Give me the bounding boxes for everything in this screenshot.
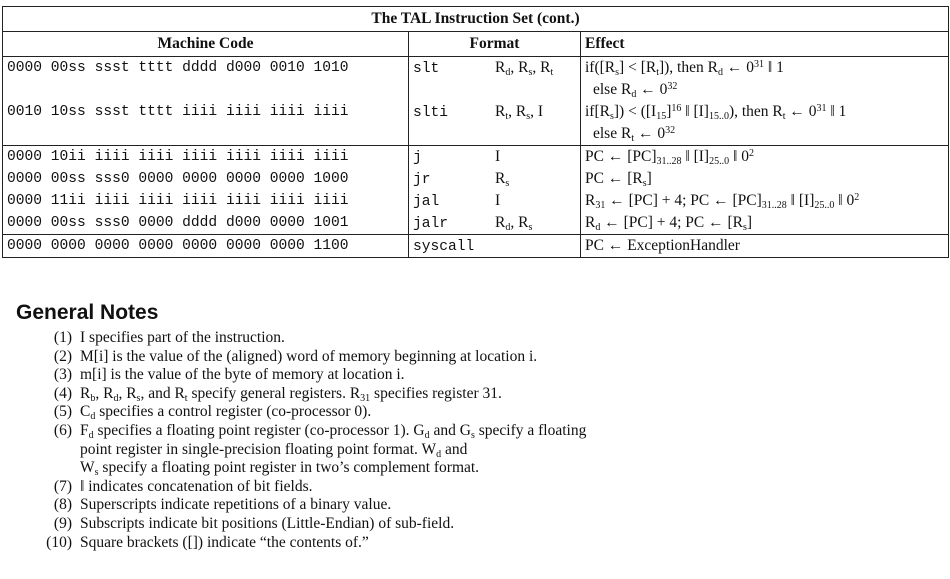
note-text: Square brackets ([]) indicate “the contents of.” [80, 533, 369, 551]
machine-code: 0000 00ss sss0 0000 dddd d000 0000 1001 [7, 215, 349, 231]
operands: $R_s$ [495, 170, 510, 189]
mnemonic: syscall [413, 239, 475, 255]
effect-cell [581, 146, 949, 235]
note-text: ‖ indicates concatenation of bit fields. [80, 477, 313, 495]
mnemonic: jal [413, 194, 440, 210]
effect-line: else $R_d$ ← $0^{32}$ [593, 81, 678, 100]
mnemonic: jr [413, 172, 431, 188]
machine-code-cell [3, 146, 409, 235]
effect-line: PC ← $[R_s]$ [585, 170, 652, 189]
mnemonic: slt [413, 61, 440, 77]
effect-line: else $R_t$ ← $0^{32}$ [593, 125, 676, 144]
notes-list [24, 329, 924, 552]
note-item [24, 329, 924, 348]
note-text: I specifies part of the instruction. [80, 329, 285, 346]
note-item [24, 422, 924, 478]
format-cell [409, 146, 581, 235]
effect-line: PC ← ExceptionHandler [585, 237, 740, 254]
operands: $R_t$, $R_s$, I [495, 103, 544, 122]
instruction-format [413, 212, 576, 234]
format-cell [409, 57, 581, 146]
note-item [24, 534, 924, 553]
note-item [24, 515, 924, 534]
note-item [24, 478, 924, 497]
effect-cell [581, 57, 949, 146]
note-number: (7) [53, 477, 72, 495]
table-title: The TAL Instruction Set (cont.) [3, 7, 949, 32]
effect-line: PC ← $[PC]_{31..28}$ ‖ $[I]_{25..0}$ ‖ $0^2$ [585, 148, 754, 167]
format-cell [409, 235, 581, 258]
instruction-format [413, 146, 576, 168]
header-effect: Effect [581, 32, 949, 57]
effect-line: $if([R_s] < [R_t])$, then $R_d$ ← $0^{31}$ ‖ 1 [585, 59, 784, 78]
mnemonic: j [413, 150, 422, 166]
instruction-format [413, 190, 576, 212]
machine-code: 0000 10ii iiii iiii iiii iiii iiii iiii [7, 149, 349, 165]
note-text: Superscripts indicate repetitions of a binary value. [80, 496, 392, 514]
instruction-format [413, 101, 576, 123]
operands: $R_d$, $R_s$, $R_t$ [495, 59, 554, 78]
header-machine-code: Machine Code [3, 32, 409, 57]
instruction-set-table [2, 6, 949, 258]
note-item [24, 403, 924, 422]
machine-code: 0000 00ss ssst tttt dddd d000 0010 1010 [7, 60, 349, 76]
machine-code-cell [3, 235, 409, 258]
note-item [24, 348, 924, 367]
machine-code: 0010 10ss ssst tttt iiii iiii iiii iiii [7, 104, 349, 120]
note-text: $F_d$ specifies a floating point register (co-processor 1). $G_d$ and $G_s$ specify a floating point register in single-precision floating point format. $W_d$ and $W_s$ specify a floating point register in two’s complement format. [80, 421, 587, 479]
effect-line: $if[R_s]) < ([I_{15}]^{16}$ ‖ $[I]_{15..0}$), then $R_t$ ← $0^{31}$ ‖ 1 [585, 103, 847, 122]
machine-code-cell [3, 57, 409, 146]
header-format: Format [409, 32, 581, 57]
instruction-group [3, 146, 949, 235]
instruction-format [413, 168, 576, 190]
notes-title: General Notes [16, 301, 159, 324]
machine-code: 0000 00ss sss0 0000 0000 0000 0000 1000 [7, 171, 349, 187]
note-text: $C_d$ specifies a control register (co-processor 0). [80, 403, 372, 423]
note-text: M[i] is the value of the (aligned) word of memory beginning at location i. [80, 347, 538, 365]
operands: I [495, 192, 501, 209]
operands: I [495, 148, 501, 165]
instruction-group [3, 57, 949, 146]
mnemonic: jalr [413, 216, 449, 232]
note-item [24, 385, 924, 404]
note-number: (5) [53, 403, 72, 421]
instruction-format [413, 235, 576, 257]
note-number: (3) [53, 366, 72, 384]
effect-cell [581, 235, 949, 258]
machine-code: 0000 11ii iiii iiii iiii iiii iiii iiii [7, 193, 349, 209]
instruction-format [413, 57, 576, 79]
table-body [3, 57, 949, 258]
note-text: m[i] is the value of the byte of memory at location i. [80, 366, 405, 384]
note-number: (1) [53, 329, 72, 346]
note-number: (10) [46, 533, 72, 551]
mnemonic: slti [413, 105, 449, 121]
note-item [24, 366, 924, 385]
machine-code: 0000 0000 0000 0000 0000 0000 0000 1100 [7, 238, 349, 254]
operands: $R_d$, $R_s$ [495, 214, 533, 233]
note-number: (4) [53, 384, 72, 402]
note-text: $R_b$, $R_d$, $R_s$, and $R_t$ specify general registers. $R_{31}$ specifies register 31. [80, 384, 502, 404]
note-text: Subscripts indicate bit positions (Little-Endian) of sub-field. [80, 514, 455, 532]
note-number: (2) [53, 347, 72, 365]
effect-line: $R_{31}$ ← [PC] + 4; PC ← $[PC]_{31..28}$ ‖ $[I]_{25..0}$ ‖ $0^2$ [585, 192, 860, 211]
note-number: (8) [53, 496, 72, 514]
note-item [24, 496, 924, 515]
instruction-group [3, 235, 949, 258]
effect-line: $R_d$ ← [PC] + 4; PC ← $[R_s]$ [585, 214, 753, 233]
note-number: (9) [53, 514, 72, 532]
note-number: (6) [53, 421, 72, 439]
